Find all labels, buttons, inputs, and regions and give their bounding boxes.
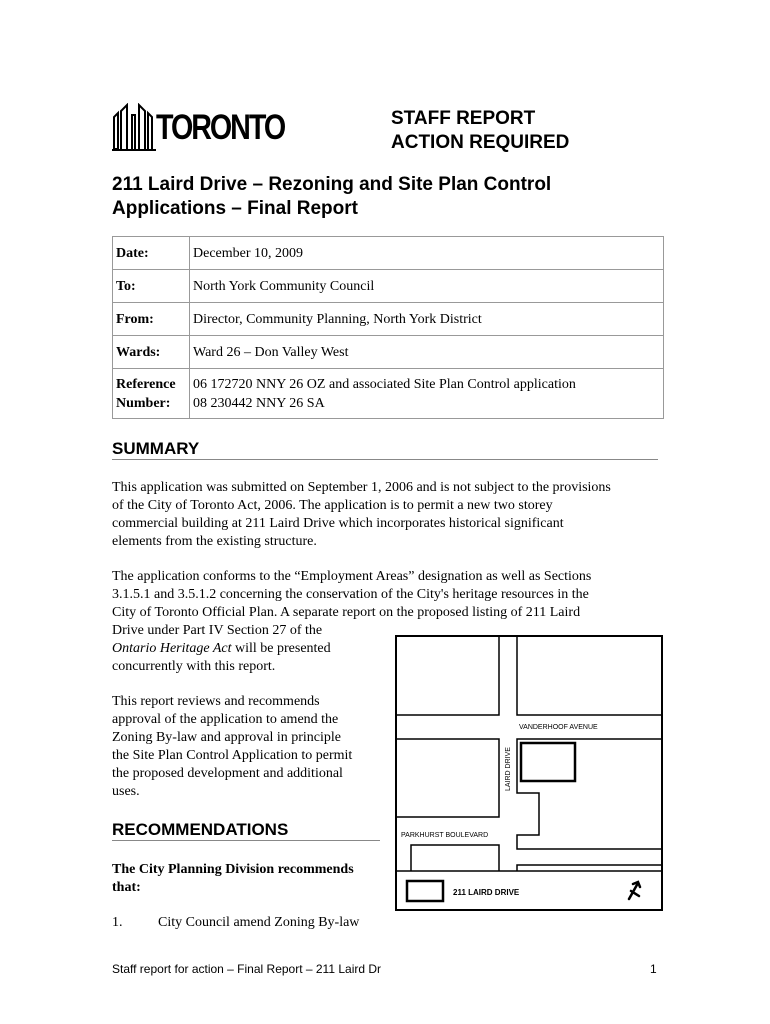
street-label-top: VANDERHOOF AVENUE [519,724,598,731]
report-type-line2: ACTION REQUIRED [391,132,570,153]
summary-rule [112,459,658,460]
to-value: North York Community Council [190,270,664,303]
summary-p3-line: Zoning By-law and approval in principle [112,730,341,745]
block-middle-left [397,739,499,817]
from-label: From: [113,303,190,336]
recommendation-text: City Council amend Zoning By-law [158,915,360,930]
street-label-vertical: LAIRD DRIVE [505,747,512,791]
summary-p2-line: Drive under Part IV Section 27 of the [112,623,323,638]
report-info-table [112,236,664,419]
summary-p1-line: elements from the existing structure. [112,534,317,549]
recommendations-intro-line: The City Planning Division recommends [112,862,354,877]
summary-p1-line: of the City of Toronto Act, 2006. The application is to permit a new two storey [112,498,553,513]
location-map-drawing [397,637,661,909]
legend-label: 211 LAIRD DRIVE [453,888,520,897]
summary-p3-line: uses. [112,784,140,799]
document-title [112,173,672,221]
info-row-wards [113,336,664,369]
site-parcel [521,743,575,781]
report-type [391,107,569,155]
date-label: Date: [113,237,190,270]
summary-p2-line: concurrently with this report. [112,659,276,674]
summary-p1-line: This application was submitted on September 1, 2006 and is not subject to the provisions [112,480,611,495]
reference-label [113,369,190,419]
street-label-middle: PARKHURST BOULEVARD [401,832,489,839]
wards-label: Wards: [113,336,190,369]
info-row-date [113,237,664,270]
summary-p3-line: approval of the application to amend the [112,712,339,727]
block-bottom-left [411,845,499,871]
recommendation-number: 1. [112,915,123,930]
reference-value [190,369,664,419]
report-type-line1: STAFF REPORT [391,108,536,129]
info-row-reference [113,369,664,419]
toronto-logo [112,103,285,153]
block-bottom-right [517,865,661,871]
city-hall-icon [112,103,156,153]
summary-p3-line: the proposed development and additional [112,766,343,781]
block-middle-right [517,739,661,849]
footer-text: Staff report for action – Final Report – 211 Laird Dr [112,962,382,976]
to-label: To: [113,270,190,303]
reference-label-line2: Number: [116,395,171,411]
summary-p1-line: commercial building at 211 Laird Drive which incorporates historical significant [112,516,564,531]
document-title-line1: 211 Laird Drive – Rezoning and Site Plan Control [112,174,552,195]
summary-paragraph-1 [112,479,611,551]
document-title-line2: Applications – Final Report [112,198,358,219]
recommendations-intro [112,861,354,897]
from-value: Director, Community Planning, North York District [190,303,664,336]
recommendation-item-1 [112,914,360,932]
recommendations-heading: RECOMMENDATIONS [112,820,289,839]
logo-wordmark: TORONTO [156,108,285,147]
wards-value: Ward 26 – Don Valley West [190,336,664,369]
north-arrow-icon [629,882,640,899]
reference-value-line2: 08 230442 NNY 26 SA [193,395,325,411]
block-top-right [517,637,661,715]
act-name: Ontario Heritage Act [112,641,232,656]
summary-p2-line: City of Toronto Official Plan. A separate report on the proposed listing of 211 Laird [112,605,581,620]
info-row-from [113,303,664,336]
summary-heading: SUMMARY [112,439,200,458]
recommendations-rule [112,840,380,841]
info-row-to [113,270,664,303]
reference-value-line1: 06 172720 NNY 26 OZ and associated Site Plan Control application [193,376,576,392]
legend-site-box [407,881,443,901]
recommendations-intro-line: that: [112,880,141,895]
date-value: December 10, 2009 [190,237,664,270]
summary-p2-line: 3.1.5.1 and 3.5.1.2 concerning the conservation of the City's heritage resources in the [112,587,589,602]
block-top-left [397,637,499,715]
act-trailing: will be presented [231,641,331,656]
page-number: 1 [650,962,657,976]
summary-p2-line: The application conforms to the “Employment Areas” designation as well as Sections [112,569,592,584]
summary-p3-line: the Site Plan Control Application to permit [112,748,353,763]
summary-p3-line: This report reviews and recommends [112,694,320,709]
location-map [395,635,663,911]
summary-paragraph-3 [112,693,352,801]
reference-label-line1: Reference [116,376,176,392]
